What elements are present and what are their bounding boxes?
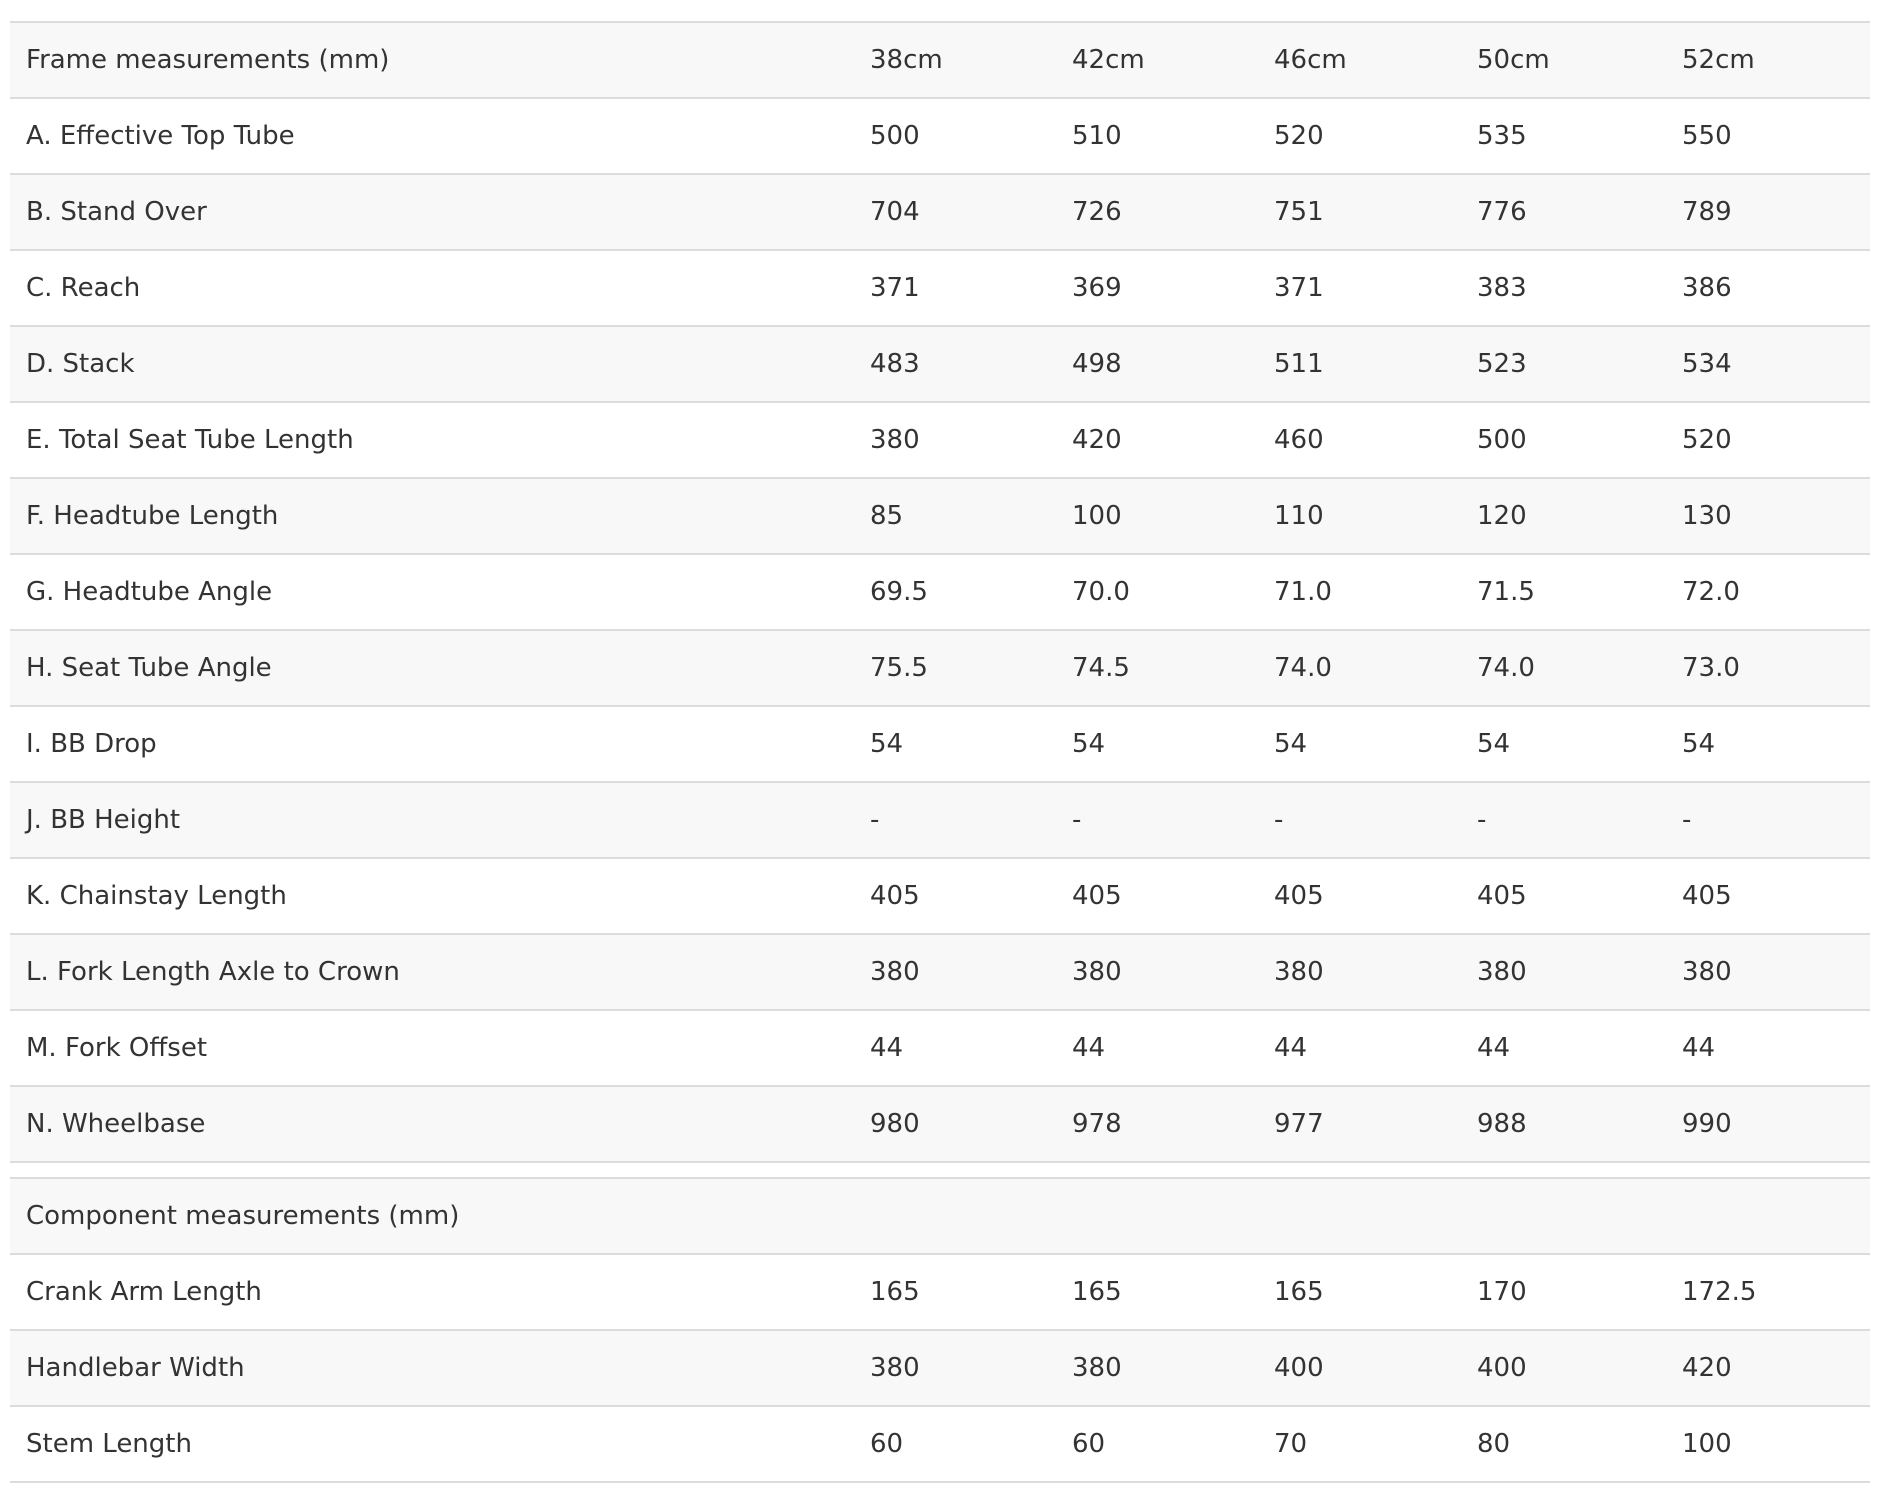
cell-value: 380 [854,1330,1056,1406]
cell-value: 54 [1461,706,1666,782]
component-table-title: Component measurements (mm) [10,1178,854,1254]
cell-value: 120 [1461,478,1666,554]
cell-value: 420 [1056,402,1258,478]
cell-value: 369 [1056,250,1258,326]
component-measurements-table [10,1177,1870,1483]
cell-value: 165 [1258,1254,1461,1330]
frame-measurements-table [10,21,1870,1163]
row-label: B. Stand Over [10,174,854,250]
cell-value: 726 [1056,174,1258,250]
cell-value: 535 [1461,98,1666,174]
cell-value: 400 [1461,1330,1666,1406]
cell-value: 704 [854,174,1056,250]
empty-header-cell [1666,1178,1870,1254]
cell-value: 54 [854,706,1056,782]
empty-header-cell [1056,1178,1258,1254]
cell-value: 500 [854,98,1056,174]
cell-value: 60 [1056,1406,1258,1482]
cell-value: - [1056,782,1258,858]
cell-value: 980 [854,1086,1056,1162]
row-label: H. Seat Tube Angle [10,630,854,706]
cell-value: 380 [1666,934,1870,1010]
cell-value: 776 [1461,174,1666,250]
cell-value: 405 [854,858,1056,934]
table-row [10,402,1870,478]
size-header-42cm: 42cm [1056,22,1258,98]
cell-value: 110 [1258,478,1461,554]
row-label: A. Effective Top Tube [10,98,854,174]
row-label: D. Stack [10,326,854,402]
cell-value: 71.5 [1461,554,1666,630]
size-header-38cm: 38cm [854,22,1056,98]
cell-value: 172.5 [1666,1254,1870,1330]
cell-value: 380 [854,402,1056,478]
table-row [10,858,1870,934]
cell-value: 405 [1056,858,1258,934]
cell-value: 523 [1461,326,1666,402]
table-row [10,1254,1870,1330]
cell-value: 520 [1666,402,1870,478]
cell-value: 405 [1258,858,1461,934]
row-label: Stem Length [10,1406,854,1482]
cell-value: 383 [1461,250,1666,326]
row-label: Crank Arm Length [10,1254,854,1330]
table-row [10,1010,1870,1086]
table-row [10,934,1870,1010]
cell-value: 54 [1258,706,1461,782]
cell-value: 60 [854,1406,1056,1482]
cell-value: 74.0 [1461,630,1666,706]
cell-value: 500 [1461,402,1666,478]
cell-value: 54 [1056,706,1258,782]
cell-value: 978 [1056,1086,1258,1162]
row-label: C. Reach [10,250,854,326]
cell-value: 405 [1461,858,1666,934]
table-row [10,250,1870,326]
empty-header-cell [1258,1178,1461,1254]
cell-value: 44 [1461,1010,1666,1086]
row-label: E. Total Seat Tube Length [10,402,854,478]
empty-header-cell [854,1178,1056,1254]
cell-value: 380 [1056,934,1258,1010]
cell-value: 371 [1258,250,1461,326]
cell-value: 534 [1666,326,1870,402]
cell-value: 380 [1461,934,1666,1010]
size-header-52cm: 52cm [1666,22,1870,98]
frame-table-title: Frame measurements (mm) [10,22,854,98]
cell-value: 371 [854,250,1056,326]
cell-value: - [1666,782,1870,858]
table-row [10,782,1870,858]
cell-value: 380 [1056,1330,1258,1406]
cell-value: 72.0 [1666,554,1870,630]
cell-value: 130 [1666,478,1870,554]
cell-value: 70.0 [1056,554,1258,630]
table-row [10,630,1870,706]
cell-value: 80 [1461,1406,1666,1482]
cell-value: 70 [1258,1406,1461,1482]
cell-value: 498 [1056,326,1258,402]
table-row [10,706,1870,782]
cell-value: 460 [1258,402,1461,478]
cell-value: 751 [1258,174,1461,250]
table-row [10,1406,1870,1482]
cell-value: 85 [854,478,1056,554]
row-label: M. Fork Offset [10,1010,854,1086]
cell-value: 520 [1258,98,1461,174]
frame-header-row [10,22,1870,98]
table-row [10,326,1870,402]
table-row [10,174,1870,250]
cell-value: 977 [1258,1086,1461,1162]
cell-value: 165 [1056,1254,1258,1330]
row-label: L. Fork Length Axle to Crown [10,934,854,1010]
row-label: I. BB Drop [10,706,854,782]
cell-value: 100 [1056,478,1258,554]
cell-value: 420 [1666,1330,1870,1406]
cell-value: 75.5 [854,630,1056,706]
table-row [10,98,1870,174]
cell-value: 74.0 [1258,630,1461,706]
cell-value: 405 [1666,858,1870,934]
cell-value: 54 [1666,706,1870,782]
cell-value: 990 [1666,1086,1870,1162]
cell-value: 73.0 [1666,630,1870,706]
cell-value: 74.5 [1056,630,1258,706]
cell-value: 100 [1666,1406,1870,1482]
size-header-50cm: 50cm [1461,22,1666,98]
cell-value: 789 [1666,174,1870,250]
cell-value: 165 [854,1254,1056,1330]
cell-value: 44 [1666,1010,1870,1086]
cell-value: 69.5 [854,554,1056,630]
cell-value: 170 [1461,1254,1666,1330]
component-header-row [10,1178,1870,1254]
cell-value: 510 [1056,98,1258,174]
row-label: G. Headtube Angle [10,554,854,630]
cell-value: 483 [854,326,1056,402]
cell-value: 44 [1258,1010,1461,1086]
cell-value: 44 [1056,1010,1258,1086]
row-label: N. Wheelbase [10,1086,854,1162]
cell-value: - [854,782,1056,858]
row-label: K. Chainstay Length [10,858,854,934]
cell-value: - [1258,782,1461,858]
table-row [10,1086,1870,1162]
cell-value: 988 [1461,1086,1666,1162]
cell-value: - [1461,782,1666,858]
cell-value: 511 [1258,326,1461,402]
cell-value: 400 [1258,1330,1461,1406]
cell-value: 71.0 [1258,554,1461,630]
cell-value: 380 [1258,934,1461,1010]
cell-value: 550 [1666,98,1870,174]
table-row [10,554,1870,630]
cell-value: 386 [1666,250,1870,326]
row-label: J. BB Height [10,782,854,858]
row-label: F. Headtube Length [10,478,854,554]
table-row [10,1330,1870,1406]
table-row [10,478,1870,554]
cell-value: 380 [854,934,1056,1010]
cell-value: 44 [854,1010,1056,1086]
row-label: Handlebar Width [10,1330,854,1406]
empty-header-cell [1461,1178,1666,1254]
size-header-46cm: 46cm [1258,22,1461,98]
